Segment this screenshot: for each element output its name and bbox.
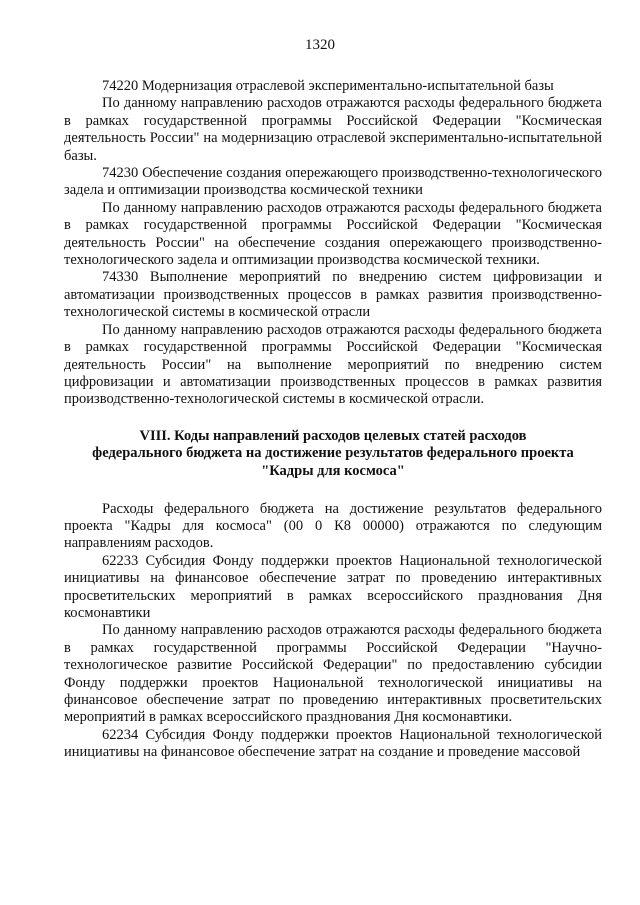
- document-body: [64, 78, 602, 762]
- page-number: 1320: [305, 37, 335, 53]
- paragraph-code-74330: 74330 Выполнение мероприятий по внедрению систем цифровизации и автоматизации производственных процессов в рамках развития производственно-технологической системы в космической отрасли: [64, 269, 602, 321]
- section-heading-line: VIII. Коды направлений расходов целевых статей расходов: [139, 427, 527, 444]
- paragraph-code-74230: 74230 Обеспечение создания опережающего производственно-технологического задела и оптимизации производства космической техники: [64, 165, 602, 199]
- section-heading-line: "Кадры для космоса": [261, 462, 405, 479]
- paragraph-code-62234: 62234 Субсидия Фонду поддержки проектов Национальной технологической инициативы на финансовое обеспечение затрат на создание и проведение массовой: [64, 726, 602, 761]
- paragraph-section-intro: Расходы федерального бюджета на достижение результатов федерального проекта "Кадры для космоса" (00 0 К8 00000) отражаются по следующим направлениям расходов.: [64, 500, 602, 552]
- section-heading-line: федерального бюджета на достижение результатов федерального проекта: [92, 445, 574, 462]
- paragraph-74230-description: По данному направлению расходов отражаются расходы федерального бюджета в рамках государственной программы Российской Федерации "Космическая деятельность России" на обеспечение создания опережающего производственно-технологического задела и оптимизации производства космической техники.: [64, 199, 602, 269]
- paragraph-62233-description: По данному направлению расходов отражаются расходы федерального бюджета в рамках государственной программы Российской Федерации "Научно-технологическое развитие Российской Федерации" по предоставлению субсидии Фонду поддержки проектов Национальной технологической инициативы на финансовое обеспечение затрат по проведению интерактивных просветительских мероприятий в рамках всероссийского празднования Дня космонавтики.: [64, 622, 602, 726]
- paragraph-74330-description: По данному направлению расходов отражаются расходы федерального бюджета в рамках государственной программы Российской Федерации "Космическая деятельность России" на выполнение мероприятий по внедрению систем цифровизации и автоматизации производственных процессов в рамках развития производственно-технологической системы в космической отрасли.: [64, 321, 602, 408]
- paragraph-code-62233: 62233 Субсидия Фонду поддержки проектов Национальной технологической инициативы на финансовое обеспечение затрат по проведению интерактивных просветительских мероприятий в рамках всероссийского празднования Дня космонавтики: [64, 552, 602, 621]
- section-heading: [64, 428, 602, 481]
- paragraph-74220-description: По данному направлению расходов отражаются расходы федерального бюджета в рамках государственной программы Российской Федерации "Космическая деятельность России" на модернизацию отраслевой экспериментально-испытательной базы.: [64, 95, 602, 164]
- paragraph-code-74220: 74220 Модернизация отраслевой экспериментально-испытательной базы: [102, 78, 554, 94]
